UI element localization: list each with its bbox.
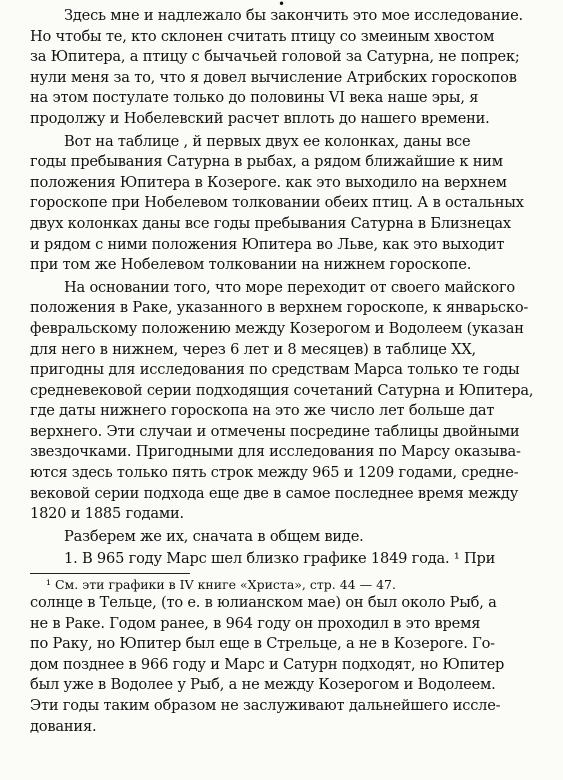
- body-text: [30, 6, 543, 570]
- text-line: для него в нижнем, через 6 лет и 8 месяцев) в таблице XX,: [30, 340, 476, 358]
- text-line: двух колонках даны все годы пребывания Сатурна в Близнецах: [30, 214, 511, 232]
- text-line: дом позднее в 966 году и Марс и Сатурн подходят, но Юпитер: [30, 655, 505, 673]
- footnote-separator: [30, 573, 190, 574]
- footnote: ¹ См. эти графики в IV книге «Христа», стр. 44 — 47.: [46, 577, 396, 593]
- text-line: продолжу и Нобелевский расчет вплоть до нашего времени.: [30, 109, 490, 127]
- paragraph: [30, 278, 543, 525]
- text-line: не в Раке. Годом ранее, в 964 году он проходил в это время: [30, 614, 481, 632]
- text-line: средневековой серии подходящия сочетаний Сатурна и Юпитера,: [30, 381, 534, 399]
- text-line: Разберем же их, сначата в общем виде.: [64, 527, 364, 545]
- text-line: нули меня за то, что я довел вычисление Атрибских гороскопов: [30, 68, 517, 86]
- text-line: гороскопе при Нобелевом толковании обеих птиц. А в остальных: [30, 194, 524, 212]
- paragraph: [30, 527, 543, 548]
- text-line: Здесь мне и надлежало бы закончить это мое исследование.: [64, 7, 523, 24]
- continuation-text: [30, 593, 543, 737]
- text-line: и рядом с ними положения Юпитера во Льве, как это выходит: [30, 235, 505, 253]
- paragraph: [30, 6, 543, 130]
- text-line: ются здесь только пять строк между 965 и 1209 годами, средне-: [30, 464, 519, 482]
- text-line: Вот на таблице , й первых двух ее колонках, даны все: [64, 132, 471, 150]
- text-line: годы пребывания Сатурна в рыбах, а рядом ближайшие к ним: [30, 153, 503, 171]
- text-line: положения в Раке, указанного в верхнем гороскопе, к январьско-: [30, 299, 529, 317]
- paragraph: [30, 549, 543, 570]
- paragraph: [30, 132, 543, 276]
- text-line: был уже в Водолее у Рыб, а не между Козерогом и Водолеем.: [30, 676, 496, 694]
- text-line: положения Юпитера в Козероге. как это выходило на верхнем: [30, 173, 507, 191]
- page-mark: •: [277, 0, 286, 11]
- text-line: На основании того, что море переходит от своего майского: [64, 278, 516, 296]
- text-line: за Юпитера, а птицу с бычачьей головой за Сатурна, не попрек;: [30, 48, 520, 66]
- text-line: солнце в Тельце, (то е. в юлианском мае) он был около Рыб, а: [30, 594, 497, 612]
- text-line: февральскому положению между Козерогом и Водолеем (указан: [30, 319, 524, 337]
- text-line: 1. В 965 году Марс шел близко графике 1849 года. ¹ При: [64, 550, 496, 568]
- text-line: Но чтобы те, кто склонен считать птицу со змеиным хвостом: [30, 27, 495, 45]
- text-line: при том же Нобелевом толковании на нижнем гороскопе.: [30, 256, 472, 274]
- text-line: по Раку, но Юпитер был еще в Стрельце, а не в Козероге. Го-: [30, 635, 495, 653]
- text-line: Эти годы таким образом не заслуживают дальнейшего иссле-: [30, 697, 501, 714]
- text-line: звездочками. Пригодными для исследования по Марсу оказыва-: [30, 443, 521, 461]
- text-line: верхнего. Эти случаи и отмечены посредине таблицы двойными: [30, 422, 520, 440]
- text-line: на этом постулате только до половины VI века наше эры, я: [30, 89, 479, 107]
- text-line: дования.: [30, 717, 97, 735]
- text-line: где даты нижнего гороскопа на это же число лет больше дат: [30, 402, 495, 420]
- text-line: пригодны для исследования по средствам Марса только те годы: [30, 361, 520, 379]
- text-line: вековой серии подхода еще две в самое последнее время между: [30, 484, 519, 502]
- text-line: 1820 и 1885 годами.: [30, 505, 184, 523]
